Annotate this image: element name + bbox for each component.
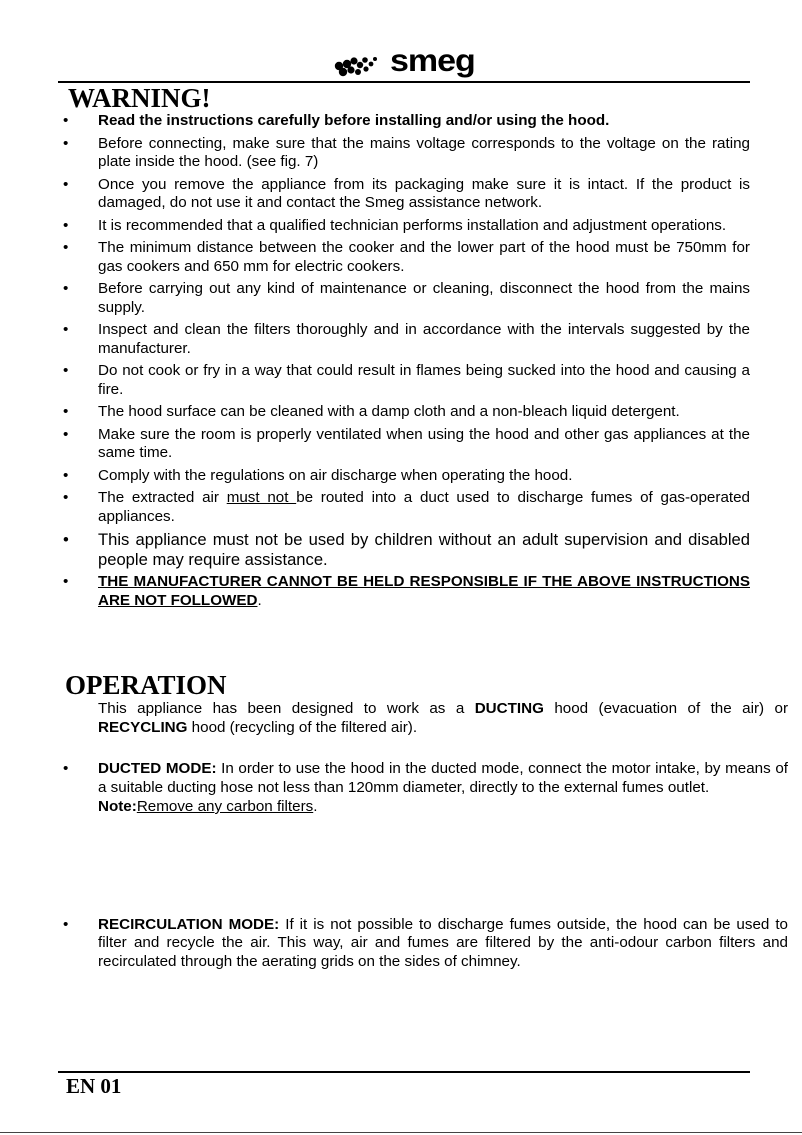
bullet: • xyxy=(63,280,69,297)
warning-text: . xyxy=(257,591,262,609)
warning-list xyxy=(60,112,750,614)
warning-item xyxy=(60,135,750,172)
bullet: • xyxy=(63,362,69,379)
note-text: Remove any carbon filters xyxy=(136,798,314,815)
warning-item xyxy=(60,573,750,610)
logo-dots-icon xyxy=(334,44,390,78)
bullet: • xyxy=(63,403,69,420)
warning-text: It is recommended that a qualified technician performs installation and adjustment operations. xyxy=(98,216,727,234)
warning-item xyxy=(60,467,750,486)
disclaimer-text: THE MANUFACTURER CANNOT BE HELD RESPONSIBLE IF THE ABOVE INSTRUCTIONS ARE NOT FOLLOWED xyxy=(98,573,750,609)
warning-item xyxy=(60,403,750,422)
recirculation-mode-label: RECIRCULATION MODE: xyxy=(98,915,280,933)
warning-text-bold: Read the instructions carefully before installing and/or using the hood. xyxy=(98,112,610,129)
page-number: EN 01 xyxy=(66,1074,122,1098)
operation-intro xyxy=(60,700,788,737)
bullet: • xyxy=(63,466,69,484)
ducted-mode-text: In order to use the hood in the ducted mode, connect the motor intake, by means of a suitable ducting hose not less than 120mm diameter, directly to the external fumes outlet. xyxy=(98,760,788,796)
warning-text-underline: must not xyxy=(226,489,297,506)
note-label: Note: xyxy=(98,798,137,815)
bullet: • xyxy=(63,425,69,443)
intro-text: This appliance has been designed to work as a xyxy=(98,700,475,717)
bullet: • xyxy=(63,760,69,777)
warning-text: Before connecting, make sure that the mains voltage corresponds to the voltage on the rating plate inside the hood. (see fig. 7) xyxy=(98,134,750,170)
warning-text: Comply with the regulations on air discharge when operating the hood. xyxy=(98,466,573,484)
recirculation-mode-text: If it is not possible to discharge fumes outside, the hood can be used to filter and recycle the air. This way, air and fumes are filtered by the anti-odour carbon filters and recirculated through the aerating grids on the sides of chimney. xyxy=(98,915,788,970)
ducting-term: DUCTING xyxy=(474,700,544,717)
warning-item xyxy=(60,426,750,463)
warning-item xyxy=(60,176,750,213)
recycling-term: RECYCLING xyxy=(98,718,188,736)
bullet: • xyxy=(63,112,69,129)
warning-text: Make sure the room is properly ventilated when using the hood and other gas appliances at the same time. xyxy=(98,425,750,461)
warning-text: This appliance must not be used by children without an adult supervision and disabled people may require assistance. xyxy=(98,530,750,569)
footer-rule xyxy=(58,1071,750,1073)
warning-item xyxy=(60,280,750,317)
warning-text: Once you remove the appliance from its packaging make sure it is intact. If the product is damaged, do not use it and contact the Smeg assistance network. xyxy=(98,175,750,211)
warning-item xyxy=(60,112,750,131)
recirculation-mode-item xyxy=(60,916,788,972)
warning-item xyxy=(60,530,750,569)
warning-text: The minimum distance between the cooker and the lower part of the hood must be 750mm for gas cookers and 650 mm for electric cookers. xyxy=(98,239,750,275)
warning-text: The hood surface can be cleaned with a damp cloth and a non-bleach liquid detergent. xyxy=(98,403,680,420)
note-end: . xyxy=(313,798,318,815)
bullet: • xyxy=(63,175,69,193)
ducted-mode-label: DUCTED MODE: xyxy=(98,760,217,777)
warning-text: be routed into a duct used to discharge fumes of gas-operated appliances. xyxy=(98,489,750,525)
warning-item xyxy=(60,239,750,276)
bullet: • xyxy=(63,321,69,338)
bullet: • xyxy=(63,134,69,152)
bullet: • xyxy=(63,573,69,590)
intro-text: hood (recycling of the filtered air). xyxy=(187,718,418,736)
warning-item xyxy=(60,217,750,236)
warning-text: Inspect and clean the filters thoroughly and in accordance with the intervals suggested by the manufacturer. xyxy=(98,321,750,357)
ducted-note xyxy=(98,798,788,817)
bullet: • xyxy=(63,216,69,234)
smeg-logo xyxy=(334,44,475,78)
bullet: • xyxy=(63,489,69,506)
logo-wordmark: smeg xyxy=(390,43,475,79)
bullet: • xyxy=(63,239,69,256)
warning-heading: WARNING! xyxy=(68,83,211,113)
bullet: • xyxy=(63,915,69,933)
warning-item xyxy=(60,362,750,399)
warning-item xyxy=(60,489,750,526)
warning-text: Before carrying out any kind of maintenance or cleaning, disconnect the hood from the mains supply. xyxy=(98,280,750,316)
intro-text: hood (evacuation of the air) or xyxy=(543,700,788,717)
ducted-mode-item xyxy=(60,760,788,817)
warning-text: Do not cook or fry in a way that could result in flames being sucked into the hood and causing a fire. xyxy=(98,362,750,398)
page-edge-line xyxy=(0,1132,802,1133)
warning-text: The extracted air xyxy=(98,489,227,506)
warning-item xyxy=(60,321,750,358)
bullet: • xyxy=(63,530,69,549)
operation-heading: OPERATION xyxy=(65,670,227,700)
